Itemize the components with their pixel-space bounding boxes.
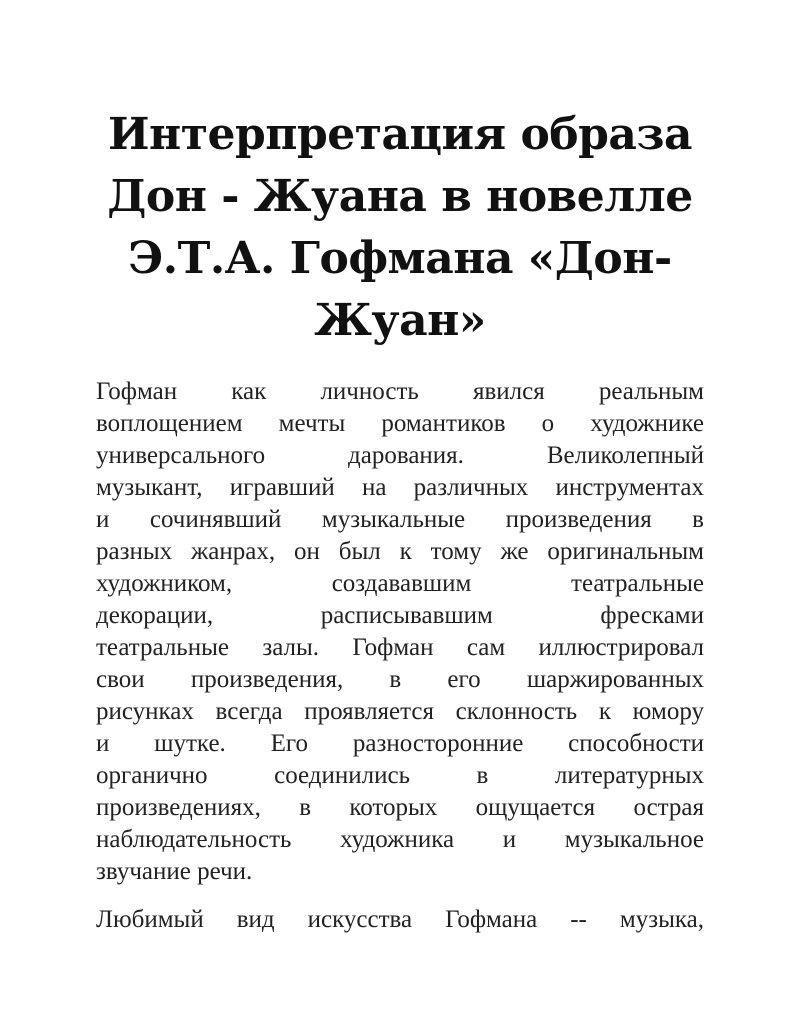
title-line: Дон - Жуана в новелле (107, 171, 693, 222)
text-line: воплощением мечты романтиков о художнике (96, 410, 704, 437)
text-line: Любимый вид искусства Гофмана -- музыка, (96, 906, 704, 933)
text-line: и сочинявший музыкальные произведения в (96, 506, 704, 533)
title-line: Интерпретация образа (107, 109, 693, 160)
text-line: и шутке. Его разносторонние способности (96, 730, 704, 757)
text-line: разных жанрах, он был к тому же оригинальным (96, 538, 704, 565)
text-line: звучание речи. (96, 858, 253, 885)
text-line: декорации, расписывавшим фресками (96, 602, 704, 629)
text-line: театральные залы. Гофман сам иллюстрировал (96, 634, 704, 661)
paragraph-1 (96, 376, 704, 888)
text-line: универсального дарования. Великолепный (96, 442, 704, 469)
title-line: Жуан» (314, 295, 486, 346)
text-line: наблюдательность художника и музыкальное (96, 826, 704, 853)
document-page (96, 104, 704, 936)
text-line: музыкант, игравший на различных инструментах (96, 474, 704, 501)
document-title (96, 104, 704, 352)
text-line: художником, создававшим театральные (96, 570, 704, 597)
text-line: рисунках всегда проявляется склонность к юмору (96, 698, 704, 725)
title-line: Э.Т.А. Гофмана «Дон- (128, 233, 672, 284)
text-line: свои произведения, в его шаржированных (96, 666, 704, 693)
text-line: произведениях, в которых ощущается острая (96, 794, 704, 821)
text-line: Гофман как личность явился реальным (96, 378, 704, 405)
text-line: органично соединились в литературных (96, 762, 704, 789)
paragraph-2 (96, 904, 704, 936)
